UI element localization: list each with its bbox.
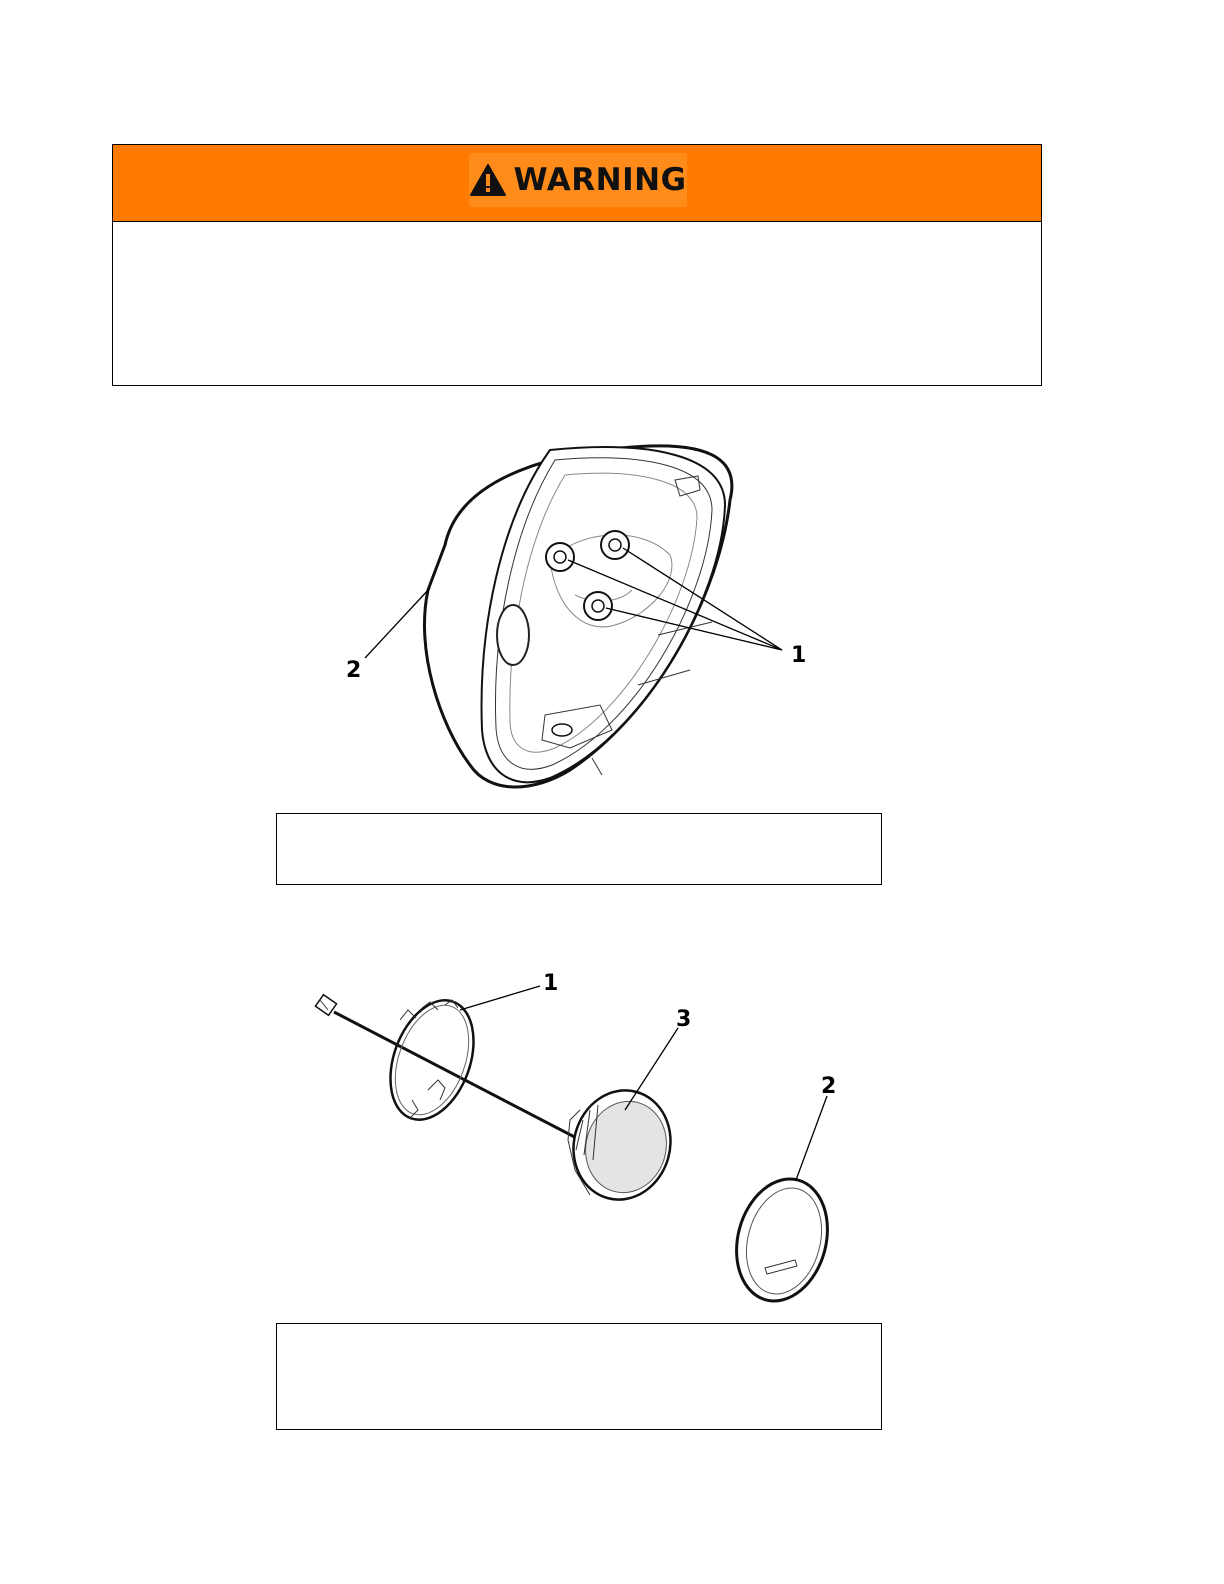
connector <box>315 995 336 1016</box>
warning-box <box>112 144 1042 386</box>
figure-exploded-view <box>300 960 860 1310</box>
fastener <box>546 543 574 571</box>
lamp <box>561 1079 682 1210</box>
figure-1-caption <box>276 813 882 885</box>
fastener <box>601 531 629 559</box>
figure-housing <box>320 430 840 805</box>
callout-1-retaining-ring: 1 <box>543 971 559 996</box>
warning-signal <box>469 153 687 207</box>
callout-1-fasteners: 1 <box>791 643 807 668</box>
callout-2-housing: 2 <box>346 658 362 683</box>
retaining-ring <box>375 989 489 1132</box>
warning-triangle-icon <box>469 163 507 197</box>
figure-2-caption <box>276 1323 882 1430</box>
trim-ring <box>723 1169 840 1310</box>
warning-signal-word: WARNING <box>513 162 687 198</box>
warning-body <box>113 222 1041 386</box>
callout-2-trim-ring: 2 <box>821 1074 837 1099</box>
warning-header <box>113 145 1041 222</box>
fastener <box>584 592 612 620</box>
callout-3-lamp: 3 <box>676 1007 692 1032</box>
